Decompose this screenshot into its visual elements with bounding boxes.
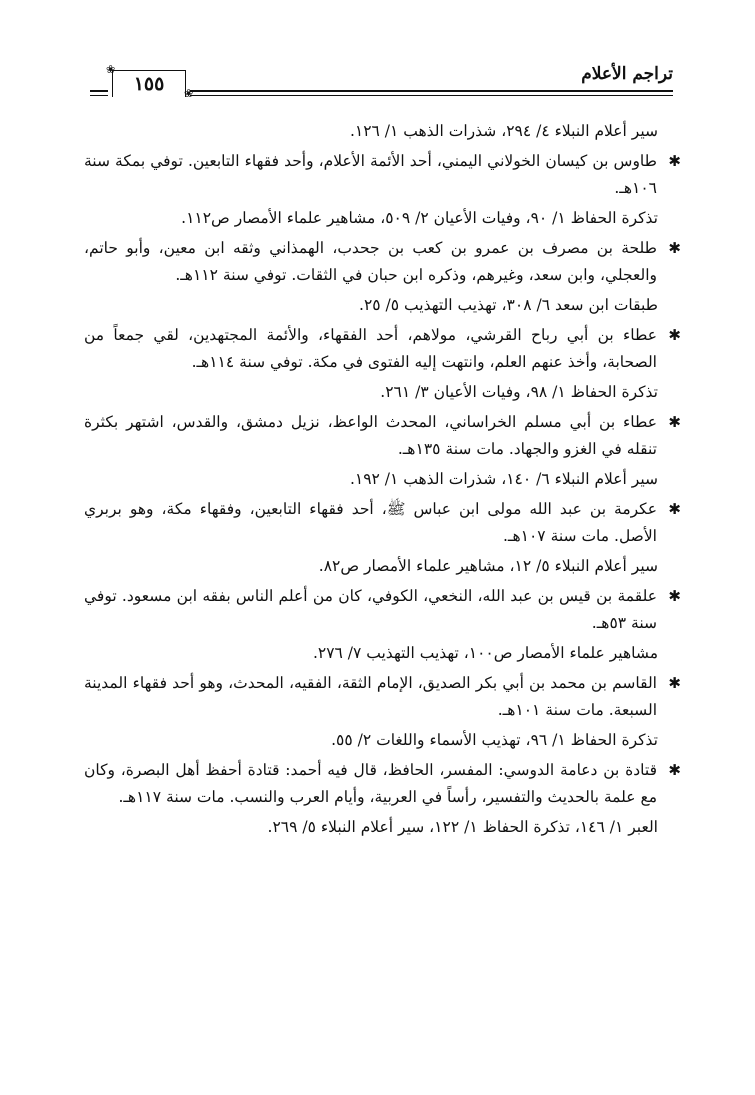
text-line: ص١١٢. <box>181 209 230 227</box>
ornament-icon: ❀ <box>184 87 194 100</box>
text-line: أحد فقهاء المدينة السبعة. مات سنة ١٠١هـ. <box>84 674 657 719</box>
biography-entry <box>84 496 681 550</box>
biography-entry <box>84 409 681 463</box>
bullet-icon: ✱ <box>668 239 681 257</box>
biography-entry <box>84 757 681 811</box>
page-number-box <box>112 70 186 97</box>
text-line: القاسم بن محمد بن أبي بكر الصديق، الإمام الثقة، الفقيه، المحدث، وهو <box>199 674 657 692</box>
source-reference <box>84 205 675 232</box>
text-line: تذكرة الحفاظ ١/ ٩٨، وفيات الأعيان ٣/ ٢٦١. <box>380 383 658 401</box>
text-line: عطاء بن أبي رباح القرشي، مولاهم، أحد الفقهاء، والأئمة المجتهدين، لقي <box>153 326 657 344</box>
header-rule-thin-left <box>90 95 108 96</box>
bullet-icon: ✱ <box>668 587 681 605</box>
ornament-icon: ❀ <box>106 63 116 76</box>
bullet-icon: ✱ <box>668 152 681 170</box>
text-line: توفي بمكة سنة ١٠٦هـ. <box>84 152 657 197</box>
biography-entry <box>84 148 681 202</box>
text-line: قتادة بن دعامة الدوسي: المفسر، الحافظ، قال فيه أحمد: قتادة أحفظ أهل <box>175 761 657 779</box>
text-line: ١١٤هـ. <box>191 353 235 371</box>
text-line: طاوس بن كيسان الخولاني اليمني، أحد الأئمة الأعلام، وأحد فقهاء التابعين. <box>187 152 657 170</box>
text-line: مسعود. توفي سنة ٥٣هـ. <box>84 587 657 632</box>
source-reference <box>84 466 675 493</box>
bullet-icon: ✱ <box>668 674 681 692</box>
page-number: ١٥٥ <box>133 73 165 95</box>
text-line: سير أعلام النبلاء ٦/ ١٤٠، شذرات الذهب ١/ ١٩٢. <box>349 470 658 488</box>
source-reference <box>84 118 675 145</box>
text-line: العبر ١/ ١٤٦، تذكرة الحفاظ ١/ ١٢٢، سير أعلام النبلاء ٥/ ٢٦٩. <box>267 818 658 836</box>
biography-entry <box>84 583 681 637</box>
text-line: جمعاً من الصحابة، وأخذ عنهم العلم، وانتهت إليه الفتوى في مكة. توفي سنة <box>84 326 657 371</box>
bullet-icon: ✱ <box>668 326 681 344</box>
biography-entry <box>84 670 681 724</box>
text-line: طبقات ابن سعد ٦/ ٣٠٨، تهذيب التهذيب ٥/ ٢٥. <box>359 296 658 314</box>
text-line: والنسب. مات سنة ١١٧هـ. <box>118 788 285 806</box>
text-line: اشتهر بكثرة تنقله في الغزو والجهاد. مات سنة ١٣٥هـ. <box>84 413 657 458</box>
text-line: البصرة، وكان مع علمة بالحديث والتفسير، رأساً في العربية، وأيام العرب <box>84 761 657 806</box>
text-line: طلحة بن مصرف بن عمرو بن كعب بن جحدب، الهمذاني وثقه ابن معين، وأبو <box>126 239 657 257</box>
source-reference <box>84 727 675 754</box>
bullet-icon: ✱ <box>668 500 681 518</box>
text-line: تذكرة الحفاظ ١/ ٩٠، وفيات الأعيان ٢/ ٥٠٩، مشاهير علماء الأمصار <box>234 209 658 227</box>
source-reference <box>84 553 675 580</box>
text-line: عطاء بن أبي مسلم الخراساني، المحدث الواعظ، نزيل دمشق، والقدس، <box>171 413 657 431</box>
header-rule-thick-left <box>90 90 108 92</box>
source-reference <box>84 292 675 319</box>
header-rule-thick <box>190 90 673 92</box>
page-header <box>90 56 673 106</box>
source-reference <box>84 379 675 406</box>
text-line: سير أعلام النبلاء ٤/ ٢٩٤، شذرات الذهب ١/ ١٢٦. <box>349 122 658 140</box>
bullet-icon: ✱ <box>668 761 681 779</box>
text-line: عكرمة بن عبد الله مولى ابن عباس ﷺ، أحد فقهاء التابعين، وفقهاء مكة، وهو <box>129 500 657 518</box>
biography-entry <box>84 235 681 289</box>
header-rule-thin <box>190 95 673 96</box>
text-line: ١١٢هـ. <box>175 266 218 284</box>
source-reference <box>84 814 675 841</box>
text-line: مشاهير علماء الأمصار ص١٠٠، تهذيب التهذيب ٧/ ٢٧٦. <box>312 644 658 662</box>
text-line: سير أعلام النبلاء ٥/ ١٢، مشاهير علماء الأمصار ص٨٢. <box>318 557 658 575</box>
text-line: حاتم، والعجلي، وابن سعد، وغيرهم، وذكره ابن حبان في الثقات. توفي سنة <box>84 239 657 284</box>
text-line: علقمة بن قيس بن عبد الله، النخعي، الكوفي، كان من أعلم الناس بفقه ابن <box>176 587 657 605</box>
biography-entry <box>84 322 681 376</box>
text-line: بربري الأصل. مات سنة ١٠٧هـ. <box>84 500 657 545</box>
text-line: تذكرة الحفاظ ١/ ٩٦، تهذيب الأسماء واللغات ٢/ ٥٥. <box>331 731 658 749</box>
source-reference <box>84 640 675 667</box>
running-title: تراجم الأعلام <box>581 64 673 84</box>
bullet-icon: ✱ <box>668 413 681 431</box>
page-body <box>84 118 681 844</box>
